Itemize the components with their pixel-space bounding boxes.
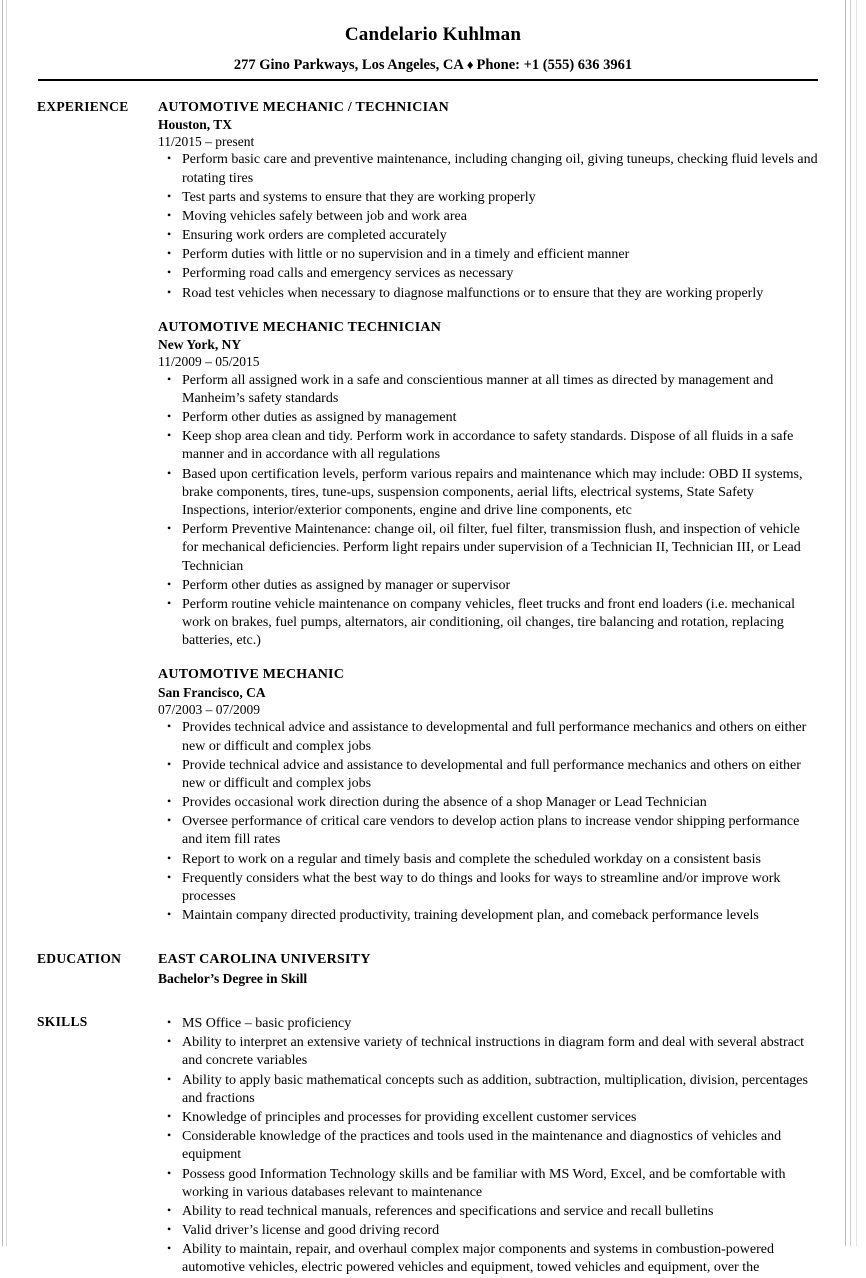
candidate-name: Candelario Kuhlman [344,24,522,45]
bullet-item: • Ensuring work orders are completed accurately [158,227,818,245]
bullet-item: • Oversee performance of critical care vendors to develop action plans to increase vendor shipping performance and item fill rates [158,813,818,849]
experience-job [158,99,818,303]
skills-entries [158,1014,866,1278]
section-skills [0,1014,866,1278]
bullet-item: • MS Office – basic proficiency [158,1015,818,1033]
bullet-item: • Provide technical advice and assistance to developmental and full performance mechanics and others on either new or difficult and complex jobs [158,757,818,793]
bullet-item: • Ability to interpret an extensive variety of technical instructions in diagram form and deal with several abstract and concrete variables [158,1034,818,1070]
job-dates: 11/2015 – present [158,133,255,149]
job-dates: 11/2009 – 05/2015 [158,353,260,369]
job-bullet-list [158,372,818,651]
resume-header [0,0,866,81]
bullet-item: • Provides technical advice and assistance to developmental and full performance mechanics and others on either new or difficult and complex jobs [158,719,818,755]
experience-job [158,666,818,925]
bullet-item: • Moving vehicles safely between job and work area [158,208,818,226]
bullet-item: • Perform all assigned work in a safe and conscientious manner at all times as directed by management and Manheim’s safety standards [158,372,818,408]
bullet-item: • Report to work on a regular and timely basis and complete the scheduled workday on a consistent basis [158,851,818,869]
bullet-item: • Provides occasional work direction during the absence of a shop Manager or Lead Technician [158,794,818,812]
contact-phone: Phone: +1 (555) 636 3961 [476,56,633,73]
education-school: EAST CAROLINA UNIVERSITY [158,952,371,968]
bullet-item: • Ability to read technical manuals, references and specifications and service and recall bulletins [158,1203,818,1221]
education-degree: Bachelor’s Degree in Skill [158,971,308,986]
bullet-item: • Valid driver’s license and good driving record [158,1222,818,1240]
experience-job [158,319,818,651]
bullet-item: • Ability to maintain, repair, and overhaul complex major components and systems in combustion-powered automotive vehicles, electric powered vehicles and equipment, towed vehicles and equipment, over the [158,1241,818,1277]
job-dates: 07/2003 – 07/2009 [158,701,261,717]
bullet-item: • Frequently considers what the best way to do things and looks for ways to streamline and/or improve work processes [158,870,818,906]
bullet-item: • Ability to apply basic mathematical concepts such as addition, subtraction, multiplication, division, percentages and fractions [158,1072,818,1108]
job-title: AUTOMOTIVE MECHANIC / TECHNICIAN [158,99,450,115]
section-experience [0,99,866,926]
diamond-separator-icon: ♦ [466,56,474,72]
bullet-item: • Test parts and systems to ensure that they are working properly [158,189,818,207]
job-location: Houston, TX [158,116,233,132]
contact-address: 277 Gino Parkways, Los Angeles, CA [233,56,464,73]
bullet-item: • Maintain company directed productivity, training development plan, and comeback performance levels [158,907,818,925]
bullet-item: • Performing road calls and emergency services as necessary [158,265,818,283]
bullet-item: • Perform other duties as assigned by management [158,409,818,427]
job-title: AUTOMOTIVE MECHANIC [158,667,345,683]
section-label-experience: EXPERIENCE [37,98,129,114]
job-bullet-list [158,151,818,303]
section-label-education: EDUCATION [37,951,122,967]
bullet-item: • Perform Preventive Maintenance: change oil, oil filter, fuel filter, transmission flush, and inspection of vehicle for mechanical deficiencies. Perform light repairs under supervision of a Technician II, Technician III, or Lead Technician [158,521,818,576]
resume-body [0,81,866,1278]
bullet-item: • Perform duties with little or no supervision and in a timely and efficient manner [158,246,818,264]
skills-bullet-list [158,1015,818,1278]
bullet-item: • Road test vehicles when necessary to diagnose malfunctions or to ensure that they are working properly [158,285,818,303]
bullet-item: • Keep shop area clean and tidy. Perform work in accordance to safety standards. Dispose of all fluids in a safe manner and in accordance with all regulations [158,428,818,464]
bullet-item: • Based upon certification levels, perform various repairs and maintenance which may include: OBD II systems, brake components, tires, tune-ups, suspension components, aerial lifts, electrical systems, State Safety Inspections, interior/exterior components, engine and drive line components, etc [158,466,818,521]
section-education [0,951,866,987]
experience-entries [158,99,866,926]
bullet-item: • Perform routine vehicle maintenance on company vehicles, fleet trucks and front end loaders (i.e. mechanical work on brakes, fuel pumps, alternators, air conditioning, oil changes, tire balancing and rotation, replacing batteries, etc.) [158,596,818,651]
bullet-item: • Considerable knowledge of the practices and tools used in the maintenance and diagnostics of vehicles and equipment [158,1128,818,1164]
bullet-item: • Knowledge of principles and processes for providing excellent customer services [158,1109,818,1127]
job-title: AUTOMOTIVE MECHANIC TECHNICIAN [158,319,442,335]
section-label-skills: SKILLS [37,1014,88,1029]
education-entries [158,951,866,987]
bullet-item: • Perform other duties as assigned by manager or supervisor [158,577,818,595]
contact-line [0,57,866,74]
job-bullet-list [158,719,818,925]
bullet-item: • Possess good Information Technology skills and be familiar with MS Word, Excel, and be comfortable with working in various databases relevant to maintenance [158,1166,818,1202]
job-location: New York, NY [158,337,242,353]
bullet-item: • Perform basic care and preventive maintenance, including changing oil, giving tuneups, checking fluid levels and rotating tires [158,151,818,187]
job-location: San Francisco, CA [158,684,266,700]
